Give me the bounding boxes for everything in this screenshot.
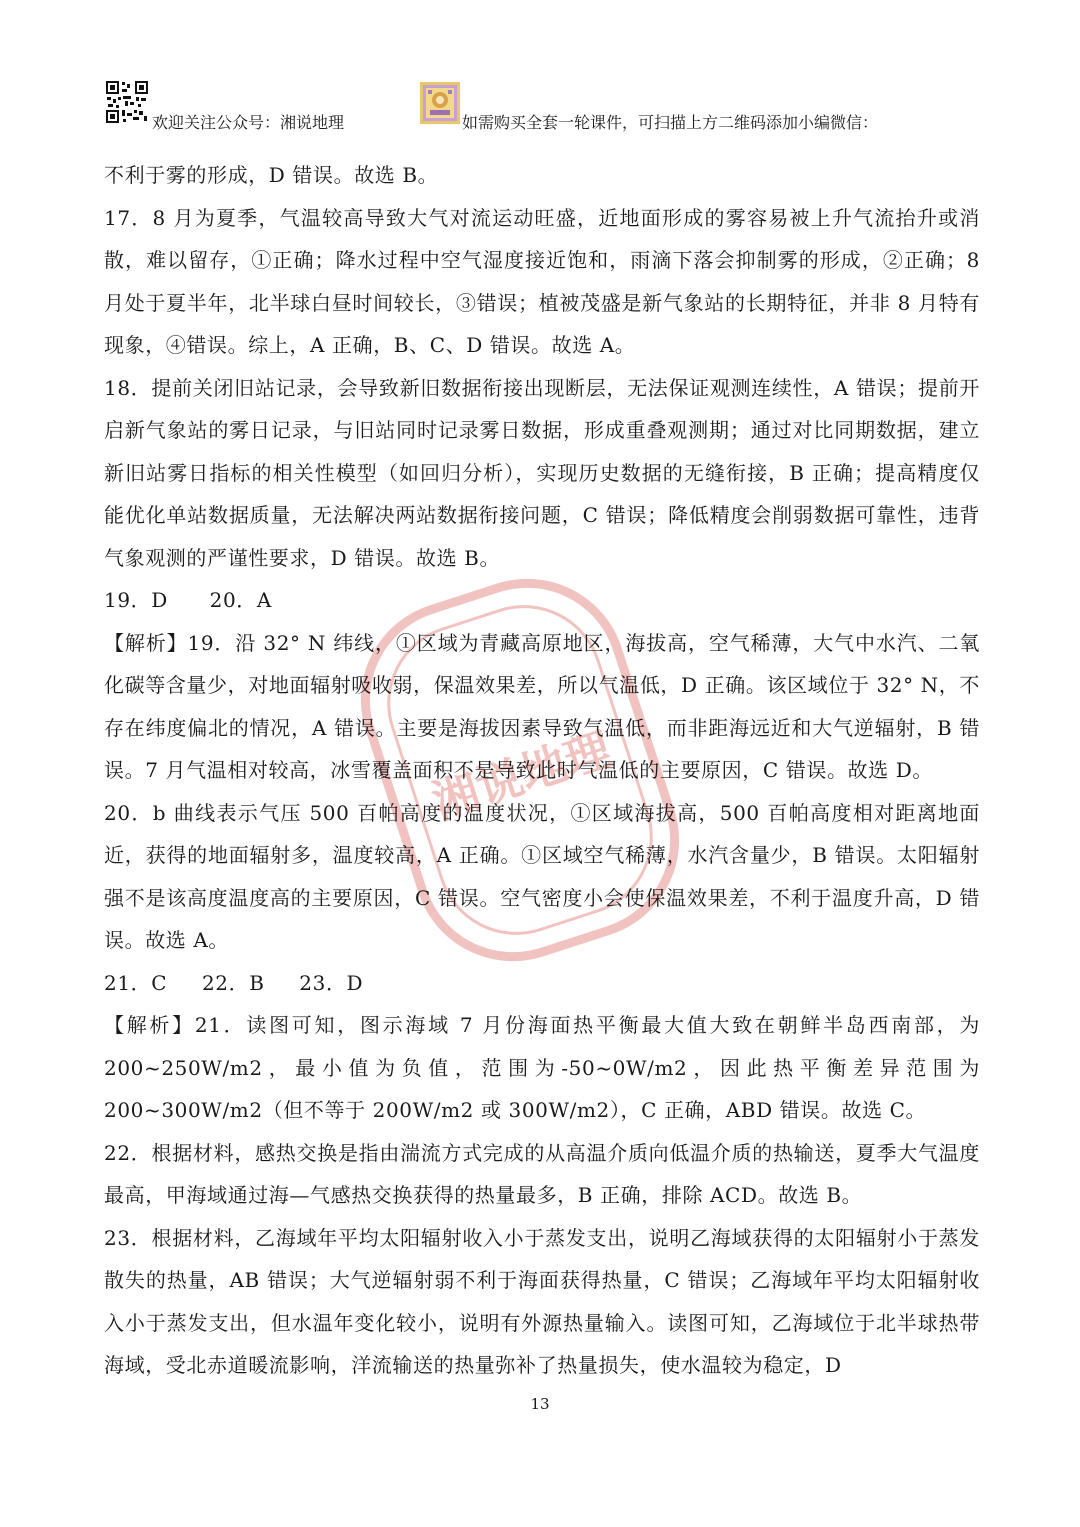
paragraph-23: 23．根据材料，乙海域年平均太阳辐射收入小于蒸发支出，说明乙海域获得的太阳辐射小于蒸发散失的热量，AB 错误；大气逆辐射弱不利于海面获得热量，C 错误；乙海域年平均太阳辐射收入小于蒸发支出，但水温年变化较小，说明有外源热量输入。读图可知，乙海域位于北半球热带海域，受北赤道暖流影响，洋流输送的热量弥补了热量损失，使水温较为稳定，D [104,1225,980,1377]
paragraph-17: 17．8 月为夏季，气温较高导致大气对流运动旺盛，近地面形成的雾容易被上升气流抬升或消散，难以留存，①正确；降水过程中空气湿度接近饱和，雨滴下落会抑制雾的形成，②正确；8 月处于夏半年，北半球白昼时间较长，③错误；植被茂盛是新气象站的长期特征，并非 8 月特有现象，④错误。综上，A 正确，B、C、D 错误。故选 A。 [104,205,980,357]
page-number: 13 [530,1395,550,1413]
watermark-text: 湘说地理 [426,721,618,830]
answer-22: 22．B [201,970,265,995]
header-follow-text: 欢迎关注公众号：湘说地理 [152,113,345,132]
document-body [104,154,980,1387]
paragraph-20: 20．b 曲线表示气压 500 百帕高度的温度状况，①区域海拔高，500 百帕高度相对距离地面近，获得的地面辐射多，温度较高，A 正确。①区域空气稀薄，水汽含量少，B 错误。太阳辐射强不是该高度温度高的主要原因，C 错误。空气密度小会使保温效果差，不利于温度升高，D 错误。故选 A。 [104,800,980,952]
header-purchase-text: 如需购买全套一轮课件，可扫描上方二维码添加小编微信： [462,113,879,132]
qr-code-icon[interactable] [105,80,149,124]
paragraph-18: 18．提前关闭旧站记录，会导致新旧数据衔接出现断层，无法保证观测连续性，A 错误；提前开启新气象站的雾日记录，与旧站同时记录雾日数据，形成重叠观测期；通过对比同期数据，建立新旧站雾日指标的相关性模型（如回归分析），实现历史数据的无缝衔接，B 正确；提高精度仅能优化单站数据质量，无法解决两站数据衔接问题，C 错误；降低精度会削弱数据可靠性，违背气象观测的严谨性要求，D 错误。故选 B。 [104,375,980,570]
answers-21-23 [104,962,980,1005]
paragraph-22: 22．根据材料，感热交换是指由湍流方式完成的从高温介质向低温介质的热输送，夏季大气温度最高，甲海域通过海—气感热交换获得的热量最多，B 正确，排除 ACD。故选 B。 [104,1140,980,1207]
paragraph-21-analysis: 【解析】21．读图可知，图示海域 7 月份海面热平衡最大值大致在朝鲜半岛西南部，为 200~250W/m2，最小值为负值，范围为-50~0W/m2，因此热平衡差异范围为 200~300W/m2（但不等于 200W/m2 或 300W/m2），C 正确，ABD 错误。故选 C。 [104,1013,980,1122]
answer-20: 20．A [209,588,272,612]
answer-21: 21．C [104,970,168,995]
answers-19-20 [104,579,980,622]
page-header [0,0,1080,135]
paragraph-16-tail: 不利于雾的形成，D 错误。故选 B。 [104,163,439,187]
paragraph-19-analysis: 【解析】19．沿 32° N 纬线，①区域为青藏高原地区，海拔高，空气稀薄，大气中水汽、二氧化碳等含量少，对地面辐射吸收弱，保温效果差，所以气温低，D 正确。该区域位于 32° N，不存在纬度偏北的情况，A 错误。主要是海拔因素导致气温低，而非距海远近和大气逆辐射，B 错误。7 月气温相对较高，冰雪覆盖面积不是导致此时气温低的主要原因，C 错误。故选 D。 [104,630,980,782]
account-logo-icon[interactable] [420,82,460,124]
answer-19: 19．D [104,588,168,612]
answer-23: 23．D [299,970,364,995]
